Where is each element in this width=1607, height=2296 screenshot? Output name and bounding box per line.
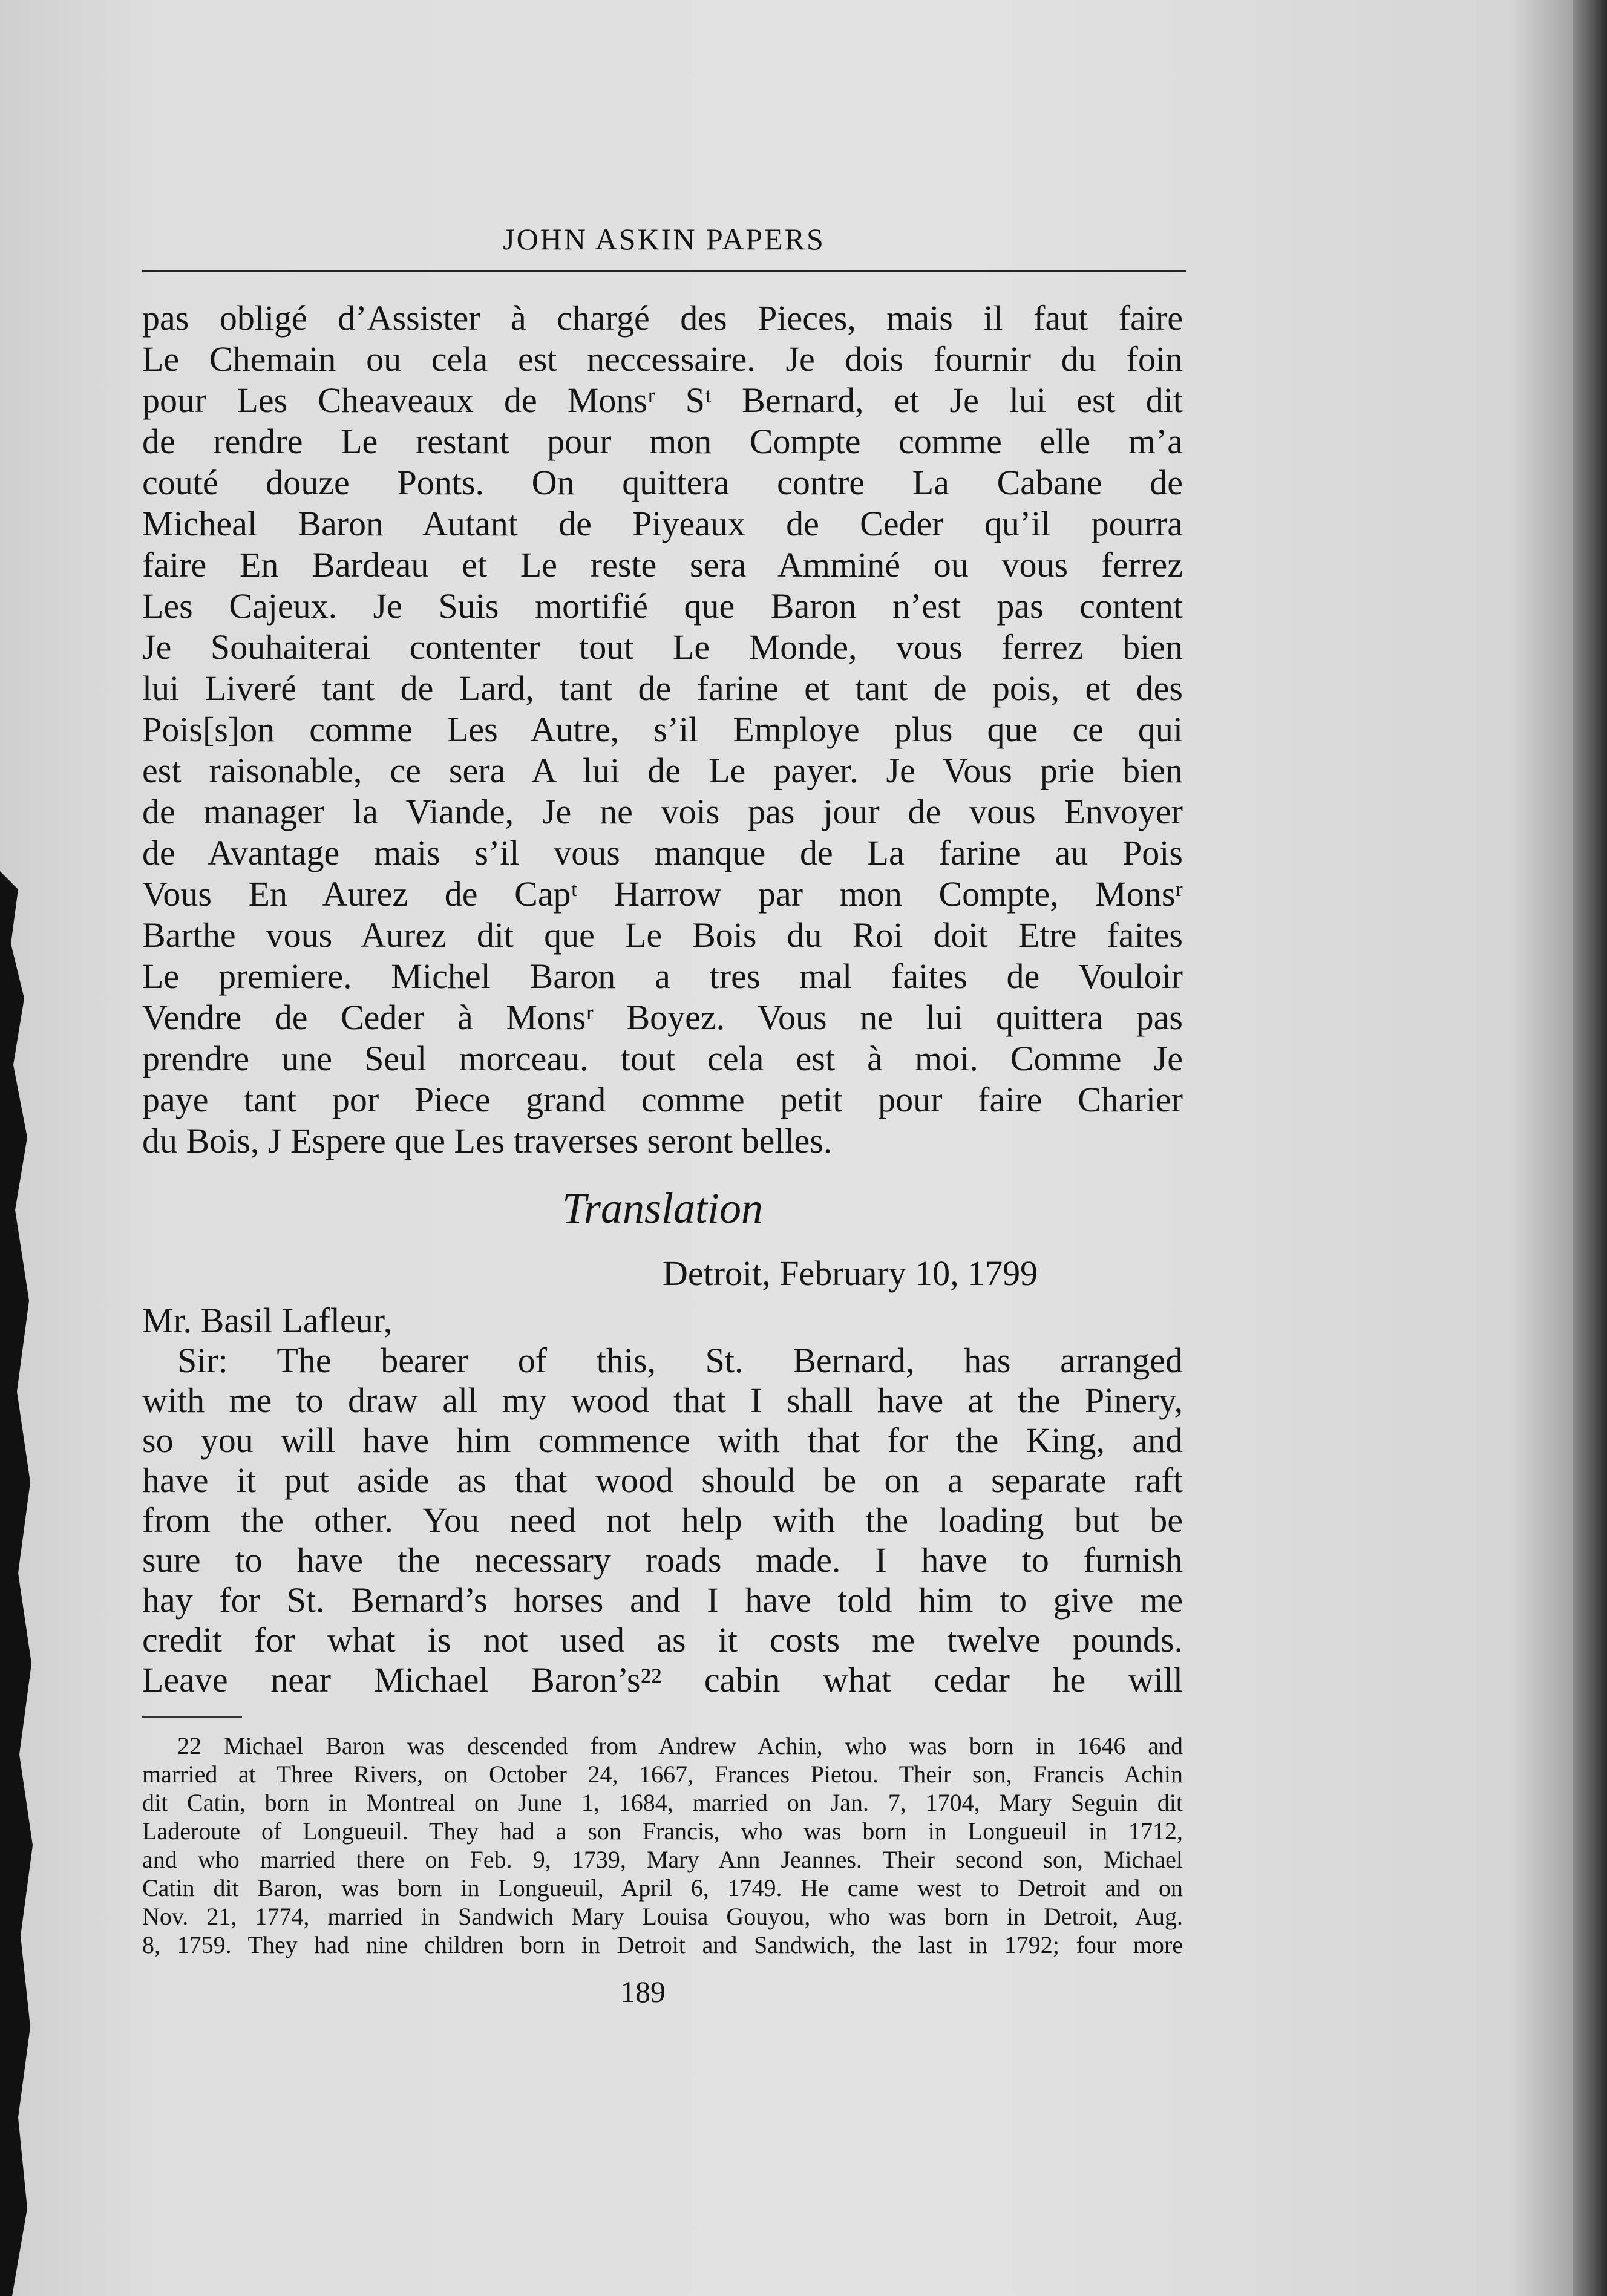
text-line: Le Chemain ou cela est neccessaire. Je dois fournir du foin bbox=[142, 339, 1183, 379]
footnote-22 bbox=[142, 1732, 1183, 1959]
text-line: paye tant por Piece grand comme petit pour faire Charier bbox=[142, 1080, 1183, 1119]
text-line: from the other. You need not help with the loading but be bbox=[142, 1500, 1183, 1540]
text-line: Catin dit Baron, was born in Longueuil, April 6, 1749. He came west to Detroit and on bbox=[142, 1874, 1183, 1902]
text-line: pas obligé d’Assister à chargé des Pieces, mais il faut faire bbox=[142, 298, 1183, 338]
text-line: pour Les Cheaveaux de Monsʳ Sᵗ Bernard, et Je lui est dit bbox=[142, 381, 1183, 420]
text-line: and who married there on Feb. 9, 1739, Mary Ann Jeannes. Their second son, Michael bbox=[142, 1846, 1183, 1873]
text-line: Micheal Baron Autant de Piyeaux de Ceder qu’il pourra bbox=[142, 504, 1183, 543]
text-line: est raisonable, ce sera A lui de Le payer. Je Vous prie bien bbox=[142, 751, 1183, 790]
text-line: Les Cajeux. Je Suis mortifié que Baron n’est pas content bbox=[142, 586, 1183, 626]
text-line: with me to draw all my wood that I shall have at the Pinery, bbox=[142, 1381, 1183, 1420]
page-number: 189 bbox=[620, 1975, 666, 2009]
text-line: 8, 1759. They had nine children born in Detroit and Sandwich, the last in 1792; four more bbox=[142, 1931, 1183, 1958]
text-line: lui Liveré tant de Lard, tant de farine et tant de pois, et des bbox=[142, 669, 1183, 708]
text-line: Vous En Aurez de Capᵗ Harrow par mon Compte, Monsʳ bbox=[142, 874, 1183, 914]
text-line: couté douze Ponts. On quittera contre La Cabane de bbox=[142, 463, 1183, 502]
french-letter-text bbox=[142, 298, 1183, 1162]
header-rule bbox=[142, 270, 1186, 272]
text-line: prendre une Seul morceau. tout cela est à moi. Comme Je bbox=[142, 1039, 1183, 1078]
text-line: Leave near Michael Baron’s²² cabin what cedar he will bbox=[142, 1660, 1183, 1699]
text-line: du Bois, J Espere que Les traverses seront belles. bbox=[142, 1121, 833, 1160]
text-line: so you will have him commence with that for the King, and bbox=[142, 1421, 1183, 1460]
running-head: JOHN ASKIN PAPERS bbox=[503, 222, 825, 256]
text-line: sure to have the necessary roads made. I have to furnish bbox=[142, 1540, 1183, 1580]
torn-left-edge bbox=[0, 0, 48, 2296]
footnote-rule bbox=[142, 1716, 242, 1718]
text-line: Le premiere. Michel Baron a tres mal faites de Vouloir bbox=[142, 957, 1183, 996]
text-line: married at Three Rivers, on October 24, 1667, Frances Pietou. Their son, Francis Achin bbox=[142, 1761, 1183, 1788]
dateline: Detroit, February 10, 1799 bbox=[663, 1254, 1038, 1293]
text-line: Pois[s]on comme Les Autre, s’il Employe plus que ce qui bbox=[142, 710, 1183, 749]
text-line: credit for what is not used as it costs me twelve pounds. bbox=[142, 1620, 1183, 1660]
text-line: faire En Bardeau et Le reste sera Amminé ou vous ferrez bbox=[142, 545, 1183, 584]
text-line: 22 Michael Baron was descended from Andrew Achin, who was born in 1646 and bbox=[177, 1732, 1183, 1759]
translation-text bbox=[142, 1301, 1183, 1700]
page-edge-shadow bbox=[1573, 0, 1607, 2296]
text-line: Nov. 21, 1774, married in Sandwich Mary Louisa Gouyou, who was born in Detroit, Aug. bbox=[142, 1903, 1183, 1930]
text-line: have it put aside as that wood should be on a separate raft bbox=[142, 1460, 1183, 1500]
text-line: Je Souhaiterai contenter tout Le Monde, vous ferrez bien bbox=[142, 627, 1183, 667]
text-line: Barthe vous Aurez dit que Le Bois du Roi doit Etre faites bbox=[142, 915, 1183, 955]
text-line: de rendre Le restant pour mon Compte comme elle m’a bbox=[142, 422, 1183, 461]
text-line: dit Catin, born in Montreal on June 1, 1684, married on Jan. 7, 1704, Mary Seguin dit bbox=[142, 1789, 1183, 1816]
text-line: Sir: The bearer of this, St. Bernard, has arranged bbox=[177, 1341, 1183, 1380]
text-line: de Avantage mais s’il vous manque de La farine au Pois bbox=[142, 833, 1183, 872]
translation-heading: Translation bbox=[561, 1184, 764, 1232]
salutation: Mr. Basil Lafleur, bbox=[142, 1301, 393, 1340]
text-line: de manager la Viande, Je ne vois pas jour de vous Envoyer bbox=[142, 792, 1183, 831]
text-line: Vendre de Ceder à Monsʳ Boyez. Vous ne lui quittera pas bbox=[142, 998, 1183, 1037]
text-line: hay for St. Bernard’s horses and I have told him to give me bbox=[142, 1580, 1183, 1620]
text-line: Laderoute of Longueuil. They had a son Francis, who was born in Longueuil in 1712, bbox=[142, 1817, 1183, 1845]
